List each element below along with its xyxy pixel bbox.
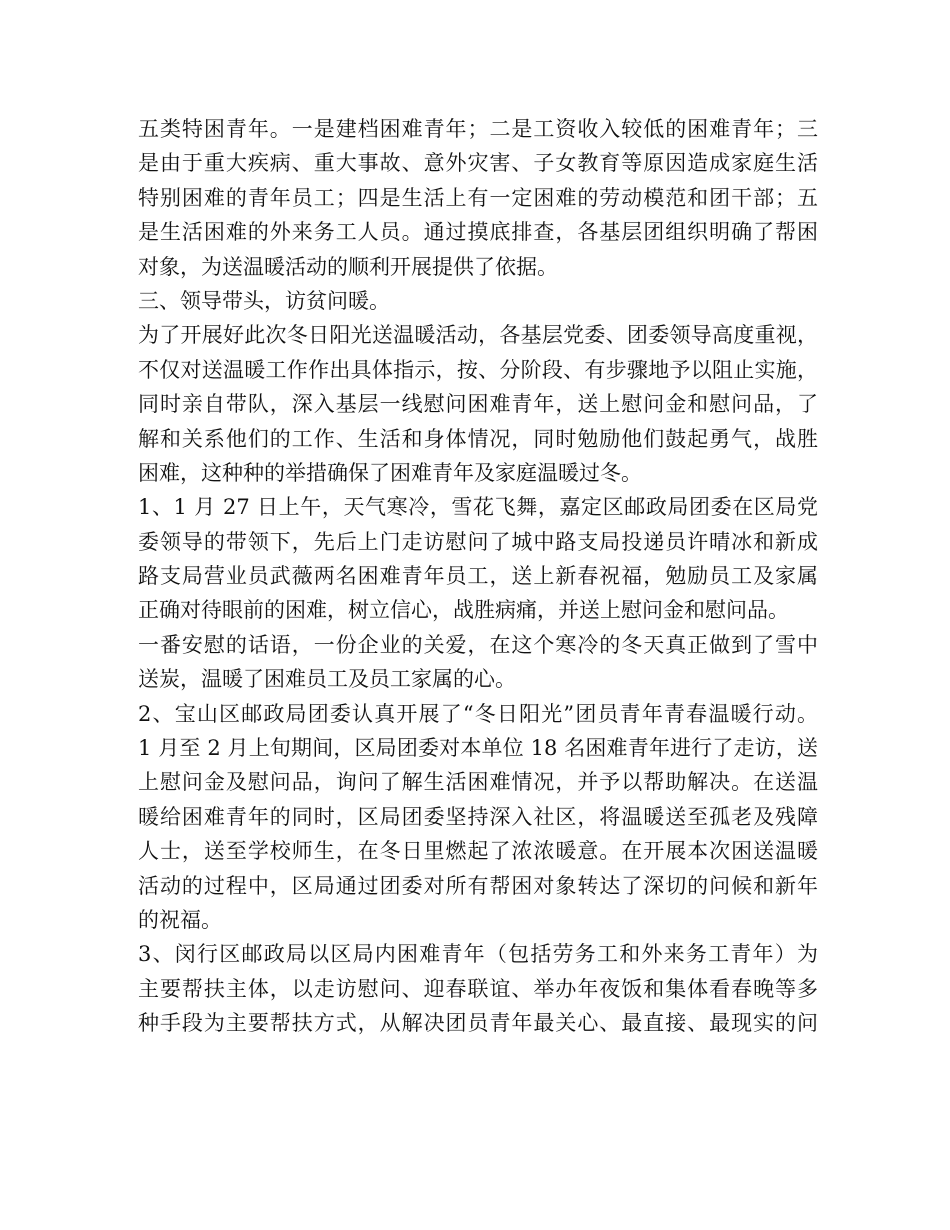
text-line: 不仅对送温暖工作作出具体指示，按、分阶段、有步骤地予以阻止实施， xyxy=(138,357,818,382)
text-line: 活动的过程中，区局通过团委对所有帮困对象转达了深切的问候和新年 xyxy=(138,873,818,898)
text-line: 五类特困青年。一是建档困难青年；二是工资收入较低的困难青年；三 xyxy=(138,117,818,141)
text-line: 暖给困难青年的同时，区局团委坚持深入社区，将温暖送至孤老及残障 xyxy=(138,804,818,829)
text-line: 2、宝山区邮政局团委认真开展了“冬日阳光”团员青年青春温暖行动。 xyxy=(138,701,818,726)
text-line: 解和关系他们的工作、生活和身体情况，同时勉励他们鼓起勇气，战胜 xyxy=(138,426,818,451)
text-line: 困难，这种种的举措确保了困难青年及家庭温暖过冬。 xyxy=(138,460,642,485)
text-line: 3、闵行区邮政局以区局内困难青年（包括劳务工和外来务工青年）为 xyxy=(138,942,818,967)
text-line: 委领导的带领下，先后上门走访慰问了城中路支局投递员许晴冰和新成 xyxy=(138,529,818,554)
text-line: 为了开展好此次冬日阳光送温暖活动，各基层党委、团委领导高度重视， xyxy=(138,323,818,348)
text-line: 是由于重大疾病、重大事故、意外灾害、子女教育等原因造成家庭生活 xyxy=(138,151,818,176)
text-line: 路支局营业员武薇两名困难青年员工，送上新春祝福，勉励员工及家属 xyxy=(138,564,818,589)
text-line: 上慰问金及慰问品，询问了解生活困难情况，并予以帮助解决。在送温 xyxy=(138,770,818,795)
text-line: 1、1 月 27 日上午，天气寒冷，雪花飞舞，嘉定区邮政局团委在区局党 xyxy=(138,495,818,520)
text-line: 三、领导带头，访贫问暖。 xyxy=(138,288,390,313)
text-line: 主要帮扶主体，以走访慰问、迎春联谊、举办年夜饭和集体看春晚等多 xyxy=(138,976,818,1001)
text-line: 一番安慰的话语，一份企业的关爱，在这个寒冷的冬天真正做到了雪中 xyxy=(138,632,818,657)
document-body xyxy=(138,112,818,1041)
text-line: 正确对待眼前的困难，树立信心，战胜病痛，并送上慰问金和慰问品。 xyxy=(138,598,789,623)
text-line: 特别困难的青年员工；四是生活上有一定困难的劳动模范和团干部；五 xyxy=(138,185,818,210)
text-line: 的祝福。 xyxy=(138,907,222,932)
text-line: 同时亲自带队，深入基层一线慰问困难青年，送上慰问金和慰问品，了 xyxy=(138,392,818,417)
text-line: 是生活困难的外来务工人员。通过摸底排查，各基层团组织明确了帮困 xyxy=(138,220,818,245)
text-line: 送炭，温暖了困难员工及员工家属的心。 xyxy=(138,667,516,692)
text-line: 1 月至 2 月上旬期间，区局团委对本单位 18 名困难青年进行了走访，送 xyxy=(138,736,818,761)
text-line: 对象，为送温暖活动的顺利开展提供了依据。 xyxy=(138,254,558,279)
text-line: 人士，送至学校师生，在冬日里燃起了浓浓暖意。在开展本次困送温暖 xyxy=(138,839,818,864)
text-line: 种手段为主要帮扶方式，从解决团员青年最关心、最直接、最现实的问 xyxy=(138,1011,818,1036)
